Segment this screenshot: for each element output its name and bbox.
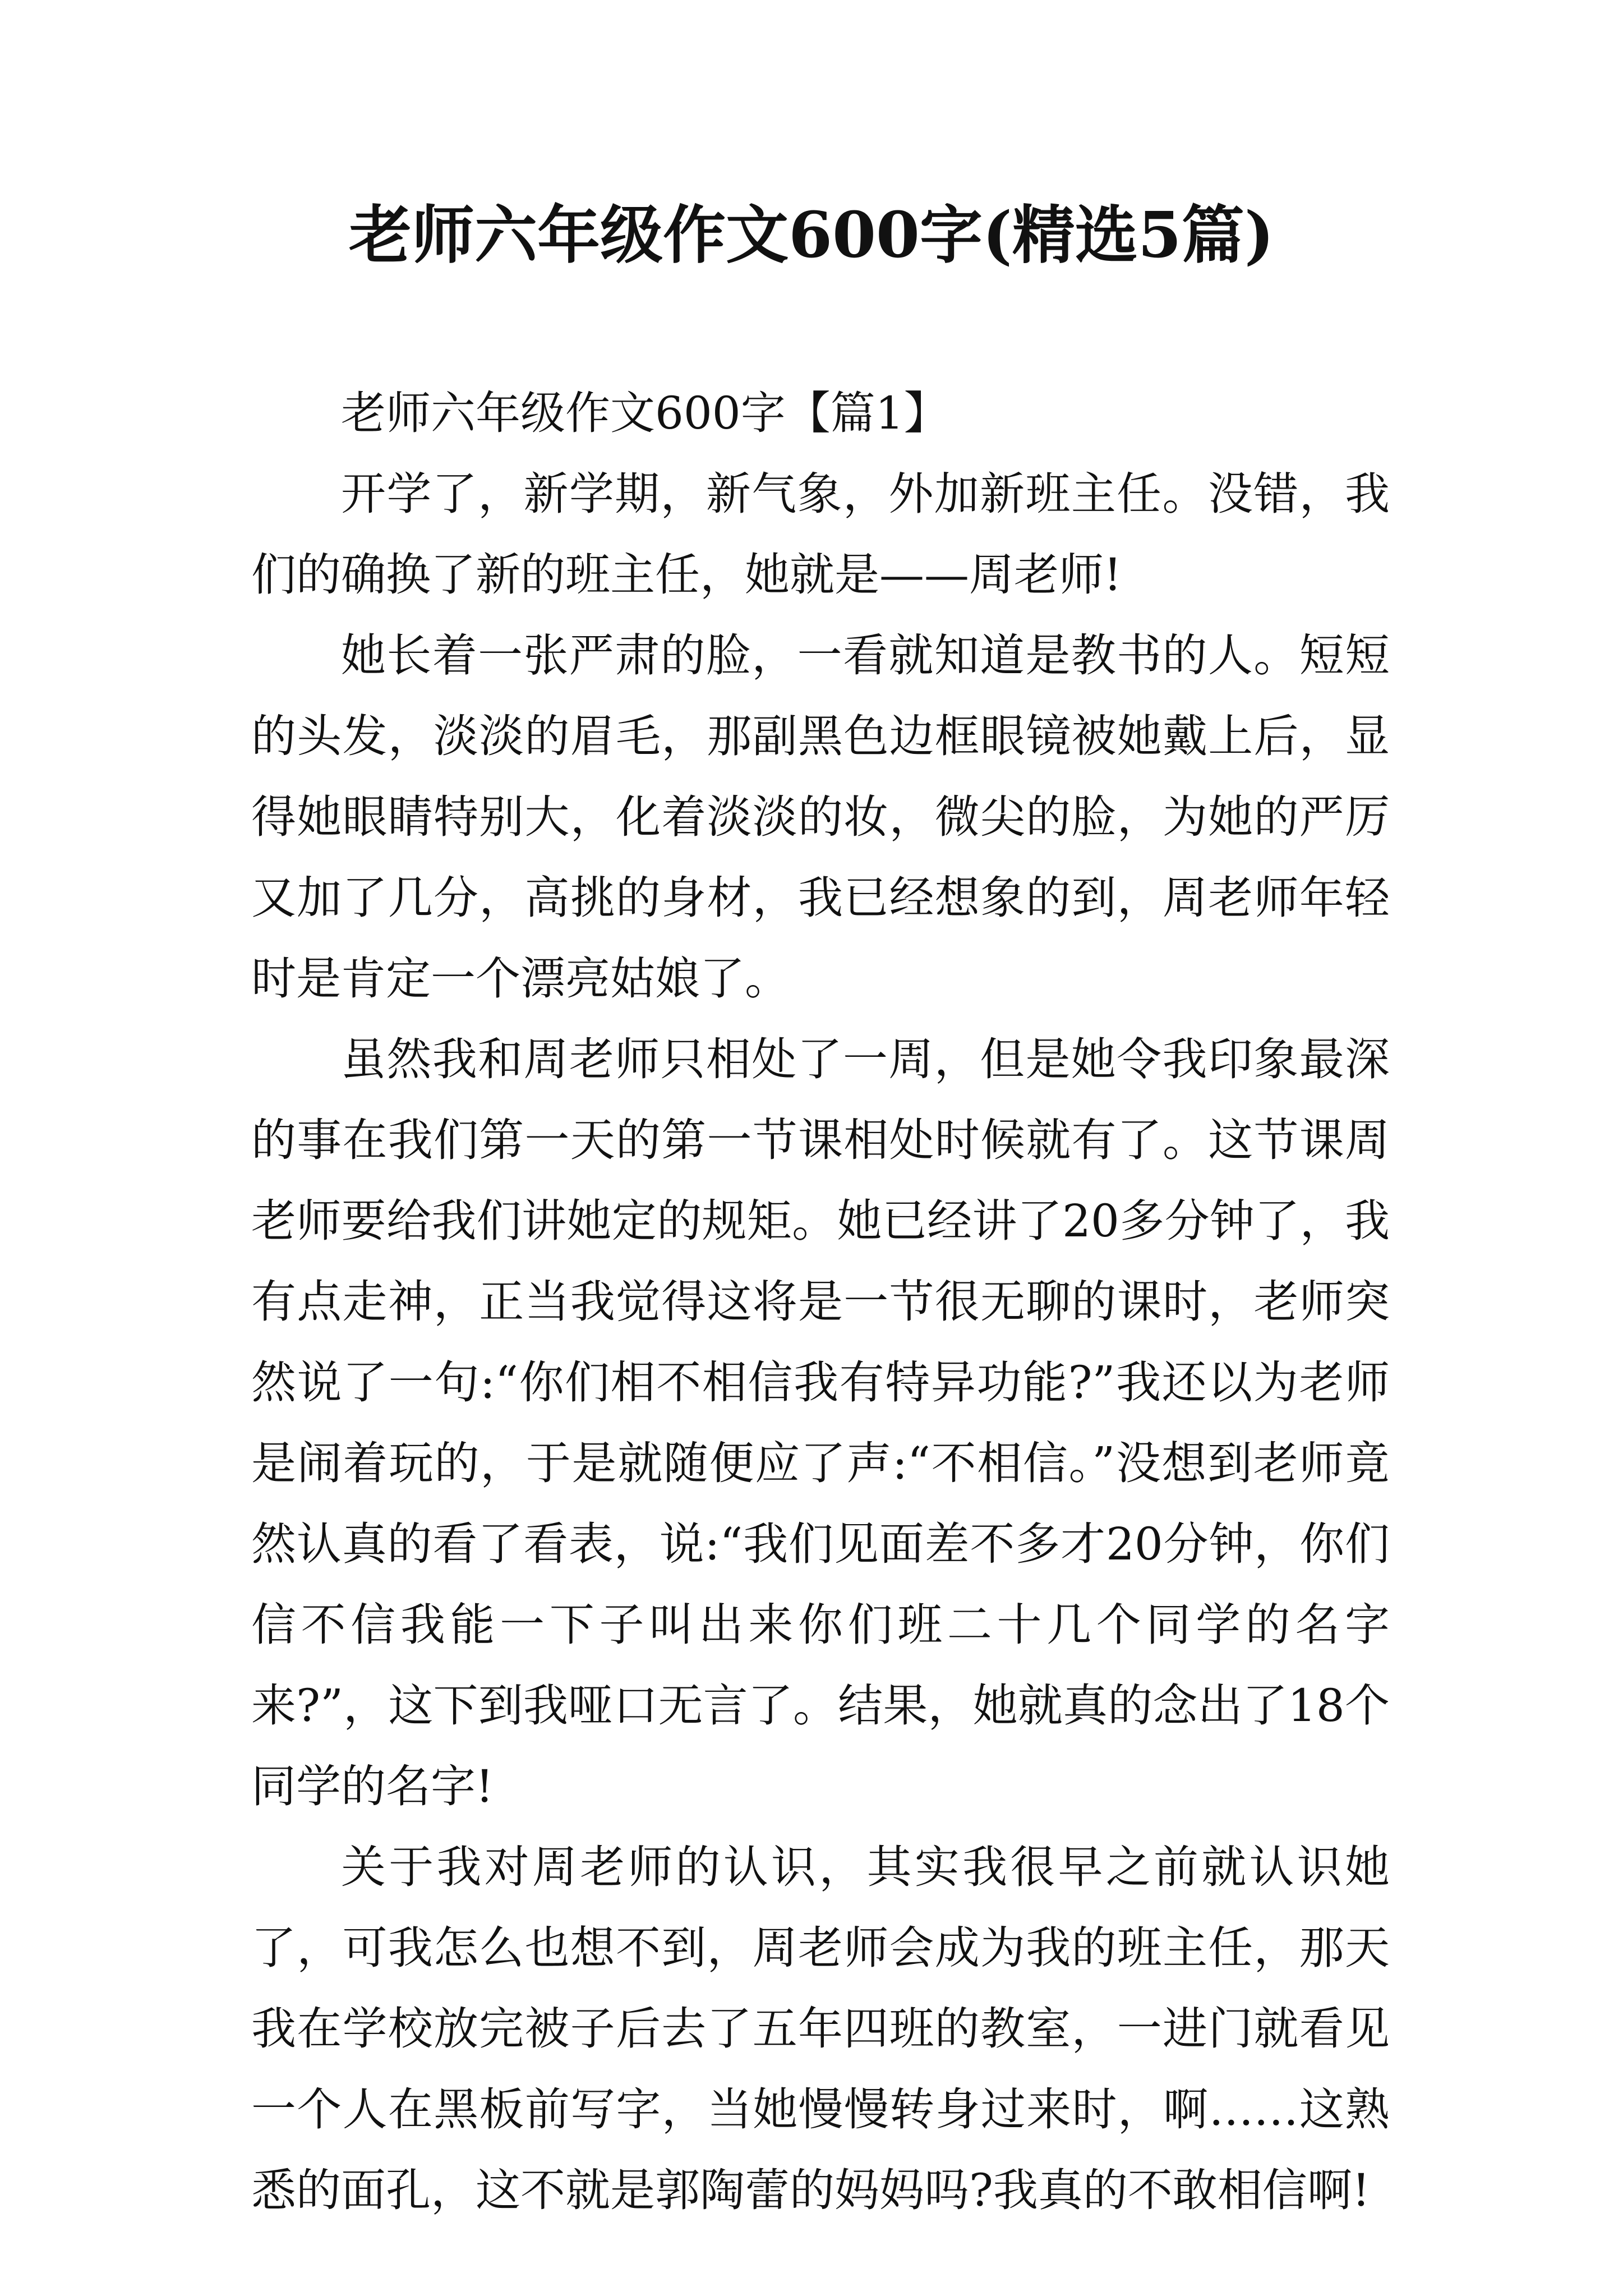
paragraph: 虽然我和周老师只相处了一周，但是她令我印象最深的事在我们第一天的第一节课相处时候就有了。这节课周老师要给我们讲她定的规矩。她已经讲了20多分钟了，我有点走神，正当我觉得这将是一节很无聊的课时，老师突然说了一句:“你们相不相信我有特异功能?”我还以为老师是闹着玩的，于是就随便应了声:“不相信。”没想到老师竟然认真的看了看表，说:“我们见面差不多才20分钟，你们信不信我能一下子叫出来你们班二十几个同学的名字来?”，这下到我哑口无言了。结果，她就真的念出了18个同学的名字! (251, 1033, 1390, 1812)
document-body (251, 373, 1390, 2231)
section-heading: 老师六年级作文600字【篇1】 (341, 387, 949, 439)
paragraph: 开学了，新学期，新气象，外加新班主任。没错，我们的确换了新的班主任，她就是——周老师! (251, 468, 1390, 601)
paragraph: 她长着一张严肃的脸，一看就知道是教书的人。短短的头发，淡淡的眉毛，那副黑色边框眼镜被她戴上后，显得她眼睛特别大，化着淡淡的妆，微尖的脸，为她的严厉又加了几分，高挑的身材，我已经想象的到，周老师年轻时是肯定一个漂亮姑娘了。 (251, 629, 1390, 1005)
paragraph: 关于我对周老师的认识，其实我很早之前就认识她了，可我怎么也想不到，周老师会成为我的班主任，那天我在学校放完被子后去了五年四班的教室，一进门就看见一个人在黑板前写字，当她慢慢转身过来时，啊……这熟悉的面孔，这不就是郭陶蕾的妈妈吗?我真的不敢相信啊! (251, 1841, 1390, 2216)
document-title: 老师六年级作文600字(精选5篇) (349, 199, 1274, 272)
